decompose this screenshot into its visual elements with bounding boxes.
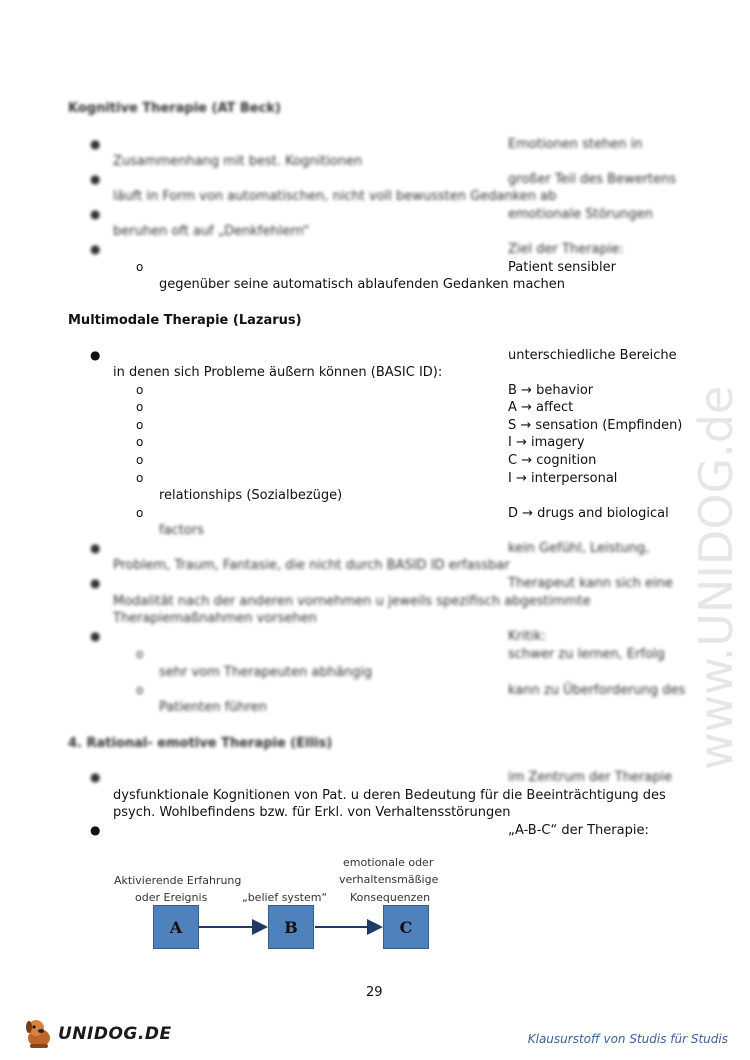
footer-tagline: Klausurstoff von Studis für Studis (527, 1032, 728, 1046)
bullet-icon: ● (90, 823, 101, 837)
diagram-box-b: B (268, 905, 314, 949)
circle-bullet-icon: o (136, 471, 144, 485)
bullet-icon: ● (90, 242, 101, 256)
basic-item: A → affect (508, 400, 574, 415)
list-item-continuation: dysfunktionale Kognitionen von Pat. u deren Bedeutung für die Beeinträchtigung des (113, 788, 666, 803)
circle-bullet-icon: o (136, 400, 144, 414)
bullet-icon: ● (90, 207, 101, 221)
circle-bullet-icon: o (136, 260, 144, 274)
diagram-label-b: „belief system“ (242, 891, 328, 904)
circle-bullet-icon: o (136, 647, 144, 661)
watermark (640, 300, 750, 780)
basic-item-continuation: factors (159, 523, 204, 538)
footer-logo-text: UNIDOG.DE (58, 1024, 172, 1044)
list-item-continuation: psych. Wohlbefindens bzw. für Erkl. von Verhaltensstörungen (113, 805, 511, 820)
diagram-label-a-line2: oder Ereignis (135, 891, 208, 904)
bullet-icon: ● (90, 172, 101, 186)
heading-kognitive-therapie: Kognitive Therapie (AT Beck) (68, 101, 281, 116)
bullet-icon: ● (90, 541, 101, 555)
sub-list-item-continuation: Patienten führen (159, 700, 267, 715)
basic-item-continuation: relationships (Sozialbezüge) (159, 488, 343, 503)
basic-item: I → interpersonal (508, 471, 618, 486)
diagram-label-c-line1: emotionale oder (343, 856, 434, 869)
basic-item: S → sensation (Empfinden) (508, 418, 683, 433)
list-item: im Zentrum der Therapie (508, 770, 673, 785)
list-item: großer Teil des Bewertens (508, 172, 677, 187)
bullet-icon: ● (90, 137, 101, 151)
basic-item: D → drugs and biological (508, 506, 669, 521)
bullet-icon: ● (90, 770, 101, 784)
list-item-continuation: in denen sich Probleme äußern können (BASIC ID): (113, 365, 443, 380)
list-item-continuation: beruhen oft auf „Denkfehlern“ (113, 224, 310, 239)
bullet-icon: ● (90, 576, 101, 590)
page-number: 29 (366, 985, 383, 1000)
dog-logo-icon (22, 1016, 56, 1050)
circle-bullet-icon: o (136, 506, 144, 520)
list-item-continuation: läuft in Form von automatischen, nicht voll bewussten Gedanken ab (113, 189, 557, 204)
diagram-label-c-line3: Konsequenzen (350, 891, 431, 904)
list-item: Kritik: (508, 629, 547, 644)
watermark-text: www.UNIDOG.de (689, 385, 743, 770)
list-item: Therapeut kann sich eine (508, 576, 673, 591)
diagram-box-c: C (383, 905, 429, 949)
list-item-continuation: Zusammenhang mit best. Kognitionen (113, 154, 363, 169)
list-item-continuation: Modalität nach der anderen vornehmen u jeweils spezifisch abgestimmte (113, 594, 591, 609)
basic-item: C → cognition (508, 453, 597, 468)
circle-bullet-icon: o (136, 453, 144, 467)
circle-bullet-icon: o (136, 435, 144, 449)
bullet-icon: ● (90, 629, 101, 643)
diagram-label-c-line2: verhaltensmäßige (339, 873, 439, 886)
bullet-icon: ● (90, 348, 101, 362)
circle-bullet-icon: o (136, 683, 144, 697)
basic-item: I → imagery (508, 435, 585, 450)
list-item: unterschiedliche Bereiche (508, 348, 677, 363)
basic-item: B → behavior (508, 383, 594, 398)
sub-list-item: Patient sensibler (508, 260, 616, 275)
list-item: „A-B-C“ der Therapie: (508, 823, 649, 838)
heading-rational-emotive-therapie: 4. Rational- emotive Therapie (Ellis) (68, 736, 333, 751)
list-item: emotionale Störungen (508, 207, 653, 222)
sub-list-item: kann zu Überforderung des (508, 683, 686, 698)
diagram-box-a: A (153, 905, 199, 949)
sub-list-item: schwer zu lernen, Erfolg (508, 647, 665, 662)
circle-bullet-icon: o (136, 383, 144, 397)
heading-multimodale-therapie: Multimodale Therapie (Lazarus) (68, 313, 302, 328)
list-item-continuation: Problem, Traum, Fantasie, die nicht durch BASID ID erfassbar (113, 558, 510, 573)
list-item-continuation: Therapiemaßnahmen vorsehen (113, 611, 317, 626)
list-item: Ziel der Therapie: (508, 242, 624, 257)
circle-bullet-icon: o (136, 418, 144, 432)
sub-list-item-continuation: gegenüber seine automatisch ablaufenden Gedanken machen (159, 277, 566, 292)
list-item: Emotionen stehen in (508, 137, 643, 152)
list-item: kein Gefühl, Leistung, (508, 541, 650, 556)
diagram-label-a-line1: Aktivierende Erfahrung (114, 874, 242, 887)
sub-list-item-continuation: sehr vom Therapeuten abhängig (159, 665, 373, 680)
